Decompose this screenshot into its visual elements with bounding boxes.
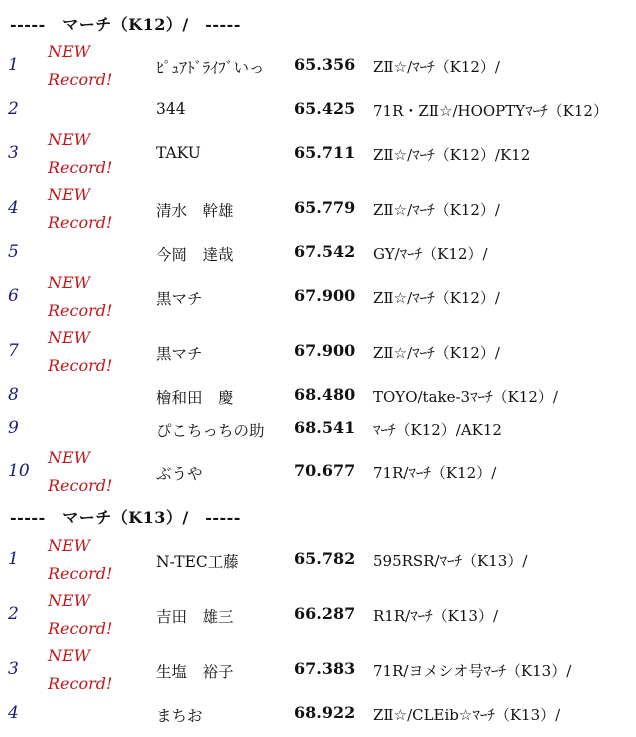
new-record-badge: NEW Record! (48, 646, 113, 693)
rank-number: 3 (8, 143, 19, 163)
lap-time: 66.287 (294, 604, 356, 623)
new-record-badge: NEW Record! (48, 536, 113, 583)
rank-number: 10 (8, 461, 30, 481)
driver-name: 吉田 雄三 (156, 608, 234, 626)
team-info: 71R・ZⅡ☆/HOOPTYﾏｰﾁ（K12） (373, 102, 608, 120)
lap-time: 68.480 (294, 385, 356, 404)
rank-number: 2 (8, 604, 19, 624)
lap-time: 68.541 (294, 418, 356, 437)
new-record-badge: NEW Record! (48, 328, 113, 375)
team-info: ZⅡ☆/CLEib☆ﾏｰﾁ（K13）/ (373, 706, 561, 724)
team-info: ZⅡ☆/ﾏｰﾁ（K12）/ (373, 58, 500, 76)
lap-time: 67.383 (294, 659, 356, 678)
driver-name: ぴこちっちの助 (156, 422, 265, 440)
rank-number: 5 (8, 242, 19, 262)
lap-time: 67.900 (294, 341, 356, 360)
team-info: ZⅡ☆/ﾏｰﾁ（K12）/ (373, 201, 500, 219)
new-record-badge: NEW Record! (48, 591, 113, 638)
lap-time: 65.425 (294, 99, 356, 118)
rank-number: 6 (8, 286, 19, 306)
team-info: ZⅡ☆/ﾏｰﾁ（K12）/ (373, 289, 500, 307)
team-info: 71R/ヨメシオ号ﾏｰﾁ（K13）/ (373, 662, 572, 680)
lap-time: 65.779 (294, 198, 356, 217)
driver-name: ぶうや (156, 465, 203, 483)
new-record-badge: NEW Record! (48, 42, 113, 89)
team-info: 71R/ﾏｰﾁ（K12）/ (373, 464, 497, 482)
driver-name: 檜和田 慶 (156, 389, 234, 407)
rank-number: 2 (8, 99, 19, 119)
section-header: ----- マーチ（K12）/ ----- (10, 15, 241, 34)
rank-number: 3 (8, 659, 19, 679)
lap-time: 68.922 (294, 703, 356, 722)
rank-number: 7 (8, 341, 19, 361)
lap-time: 65.711 (294, 143, 356, 162)
team-info: ﾏｰﾁ（K12）/AK12 (373, 421, 502, 439)
driver-name: 今岡 達哉 (156, 246, 234, 264)
team-info: TOYO/take-3ﾏｰﾁ（K12）/ (373, 388, 558, 406)
driver-name: 黒マチ (156, 290, 203, 308)
new-record-badge: NEW Record! (48, 185, 113, 232)
new-record-badge: NEW Record! (48, 273, 113, 320)
team-info: R1R/ﾏｰﾁ（K13）/ (373, 607, 499, 625)
section-header: ----- マーチ（K13）/ ----- (10, 508, 241, 527)
new-record-badge: NEW Record! (48, 130, 113, 177)
team-info: ZⅡ☆/ﾏｰﾁ（K12）/K12 (373, 146, 531, 164)
driver-name: N-TEC工藤 (156, 553, 239, 571)
rank-number: 9 (8, 418, 19, 438)
driver-name: 清水 幹雄 (156, 202, 234, 220)
team-info: ZⅡ☆/ﾏｰﾁ（K12）/ (373, 344, 500, 362)
driver-name: 344 (156, 100, 186, 118)
lap-time: 67.900 (294, 286, 356, 305)
rank-number: 1 (8, 549, 19, 569)
team-info: GY/ﾏｰﾁ（K12）/ (373, 245, 488, 263)
driver-name: TAKU (156, 144, 201, 162)
lap-time: 67.542 (294, 242, 356, 261)
rank-number: 1 (8, 55, 19, 75)
lap-time: 65.782 (294, 549, 356, 568)
rank-number: 8 (8, 385, 19, 405)
rank-number: 4 (8, 198, 19, 218)
new-record-badge: NEW Record! (48, 448, 113, 495)
driver-name: 生塩 裕子 (156, 663, 234, 681)
rank-number: 4 (8, 703, 19, 723)
lap-time: 70.677 (294, 461, 356, 480)
driver-name: 黒マチ (156, 345, 203, 363)
driver-name: まちお (156, 707, 203, 725)
driver-name: ﾋﾟｭｱﾄﾞﾗｲﾌﾞいっ (156, 59, 265, 77)
lap-time: 65.356 (294, 55, 356, 74)
team-info: 595RSR/ﾏｰﾁ（K13）/ (373, 552, 528, 570)
